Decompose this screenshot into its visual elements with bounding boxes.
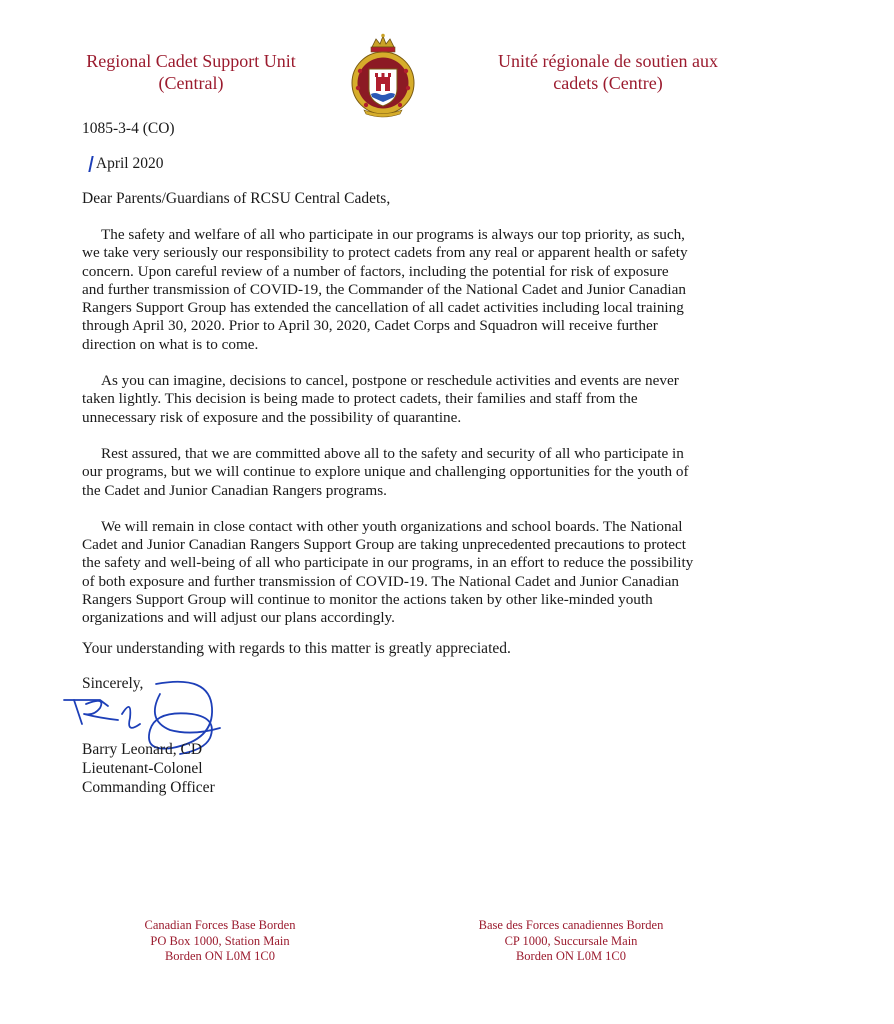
letterhead-english-region: (Central): [158, 73, 224, 93]
letter-date: [92, 155, 163, 173]
body-paragraph: As you can imagine, decisions to cancel, postpone or reschedule activities and events are never taken lightly. This decision is being made to protect cadets, their families and staff from the unnecessary risk of exposure and the possibility of quarantine.: [82, 372, 679, 426]
signer-rank: Lieutenant-Colonel: [82, 760, 203, 777]
letterhead-english-unit: Regional Cadet Support Unit: [86, 51, 296, 71]
body-paragraph: We will remain in close contact with other youth organizations and school boards. The National Cadet and Junior Canadian Rangers Support Group are taking unprecedented precautions to protect the safety and well-being of all who participate in our programs, in an effort to reduce the possibility of both exposure and further transmission of COVID-19. The National Cadet and Junior Canadian Rangers Support Group will continue to monitor the actions taken by other like-minded youth organizations and will adjust our plans accordingly.: [82, 517, 694, 627]
file-reference: 1085-3-4 (CO): [82, 120, 175, 137]
footer-english-line: Borden ON L0M 1C0: [164, 949, 276, 963]
footer-english-line: Canadian Forces Base Borden: [144, 918, 296, 932]
signer-name: Barry Leonard, CD: [82, 741, 203, 758]
salutation: Dear Parents/Guardians of RCSU Central Cadets,: [82, 190, 391, 207]
footer-french-line: Borden ON L0M 1C0: [515, 949, 627, 963]
letterhead-english: [60, 50, 322, 94]
letterhead-french: [470, 50, 746, 94]
body-paragraph: Rest assured, that we are committed above all to the safety and security of all who participate in our programs, but we will continue to explore unique and challenging opportunities for the youth of the Cadet and Junior Canadian Rangers programs.: [82, 444, 689, 499]
letter-body: [82, 226, 694, 646]
footer-french-line: Base des Forces canadiennes Borden: [478, 918, 664, 932]
letterhead-french-unit: Unité régionale de soutien aux: [498, 51, 718, 71]
crest-logo: [350, 33, 416, 119]
signer-title: Commanding Officer: [82, 779, 215, 796]
closing-line: Your understanding with regards to this matter is greatly appreciated.: [82, 640, 511, 657]
footer-english-line: PO Box 1000, Station Main: [150, 933, 290, 948]
footer-french-line: CP 1000, Succursale Main: [504, 933, 638, 948]
footer-address-english: [120, 918, 320, 965]
letterhead-french-region: cadets (Centre): [553, 73, 663, 93]
footer-address-french: [466, 918, 676, 965]
letter-date-text: April 2020: [95, 155, 164, 172]
sign-off: Sincerely,: [82, 675, 144, 692]
signer-block: [82, 740, 215, 797]
body-paragraph: The safety and welfare of all who participate in our programs is always our top priority, as such, we take very seriously our responsibility to protect cadets from any real or apparent health or safety concern. Upon careful review of a number of factors, including the potential for risk of exposure and further transmission of COVID-19, the Commander of the National Cadet and Junior Canadian Rangers Support Group has extended the cancellation of all cadet activities including local training through April 30, 2020. Prior to April 30, 2020, Cadet Corps and Squadron will receive further direction on what is to come.: [82, 226, 688, 353]
